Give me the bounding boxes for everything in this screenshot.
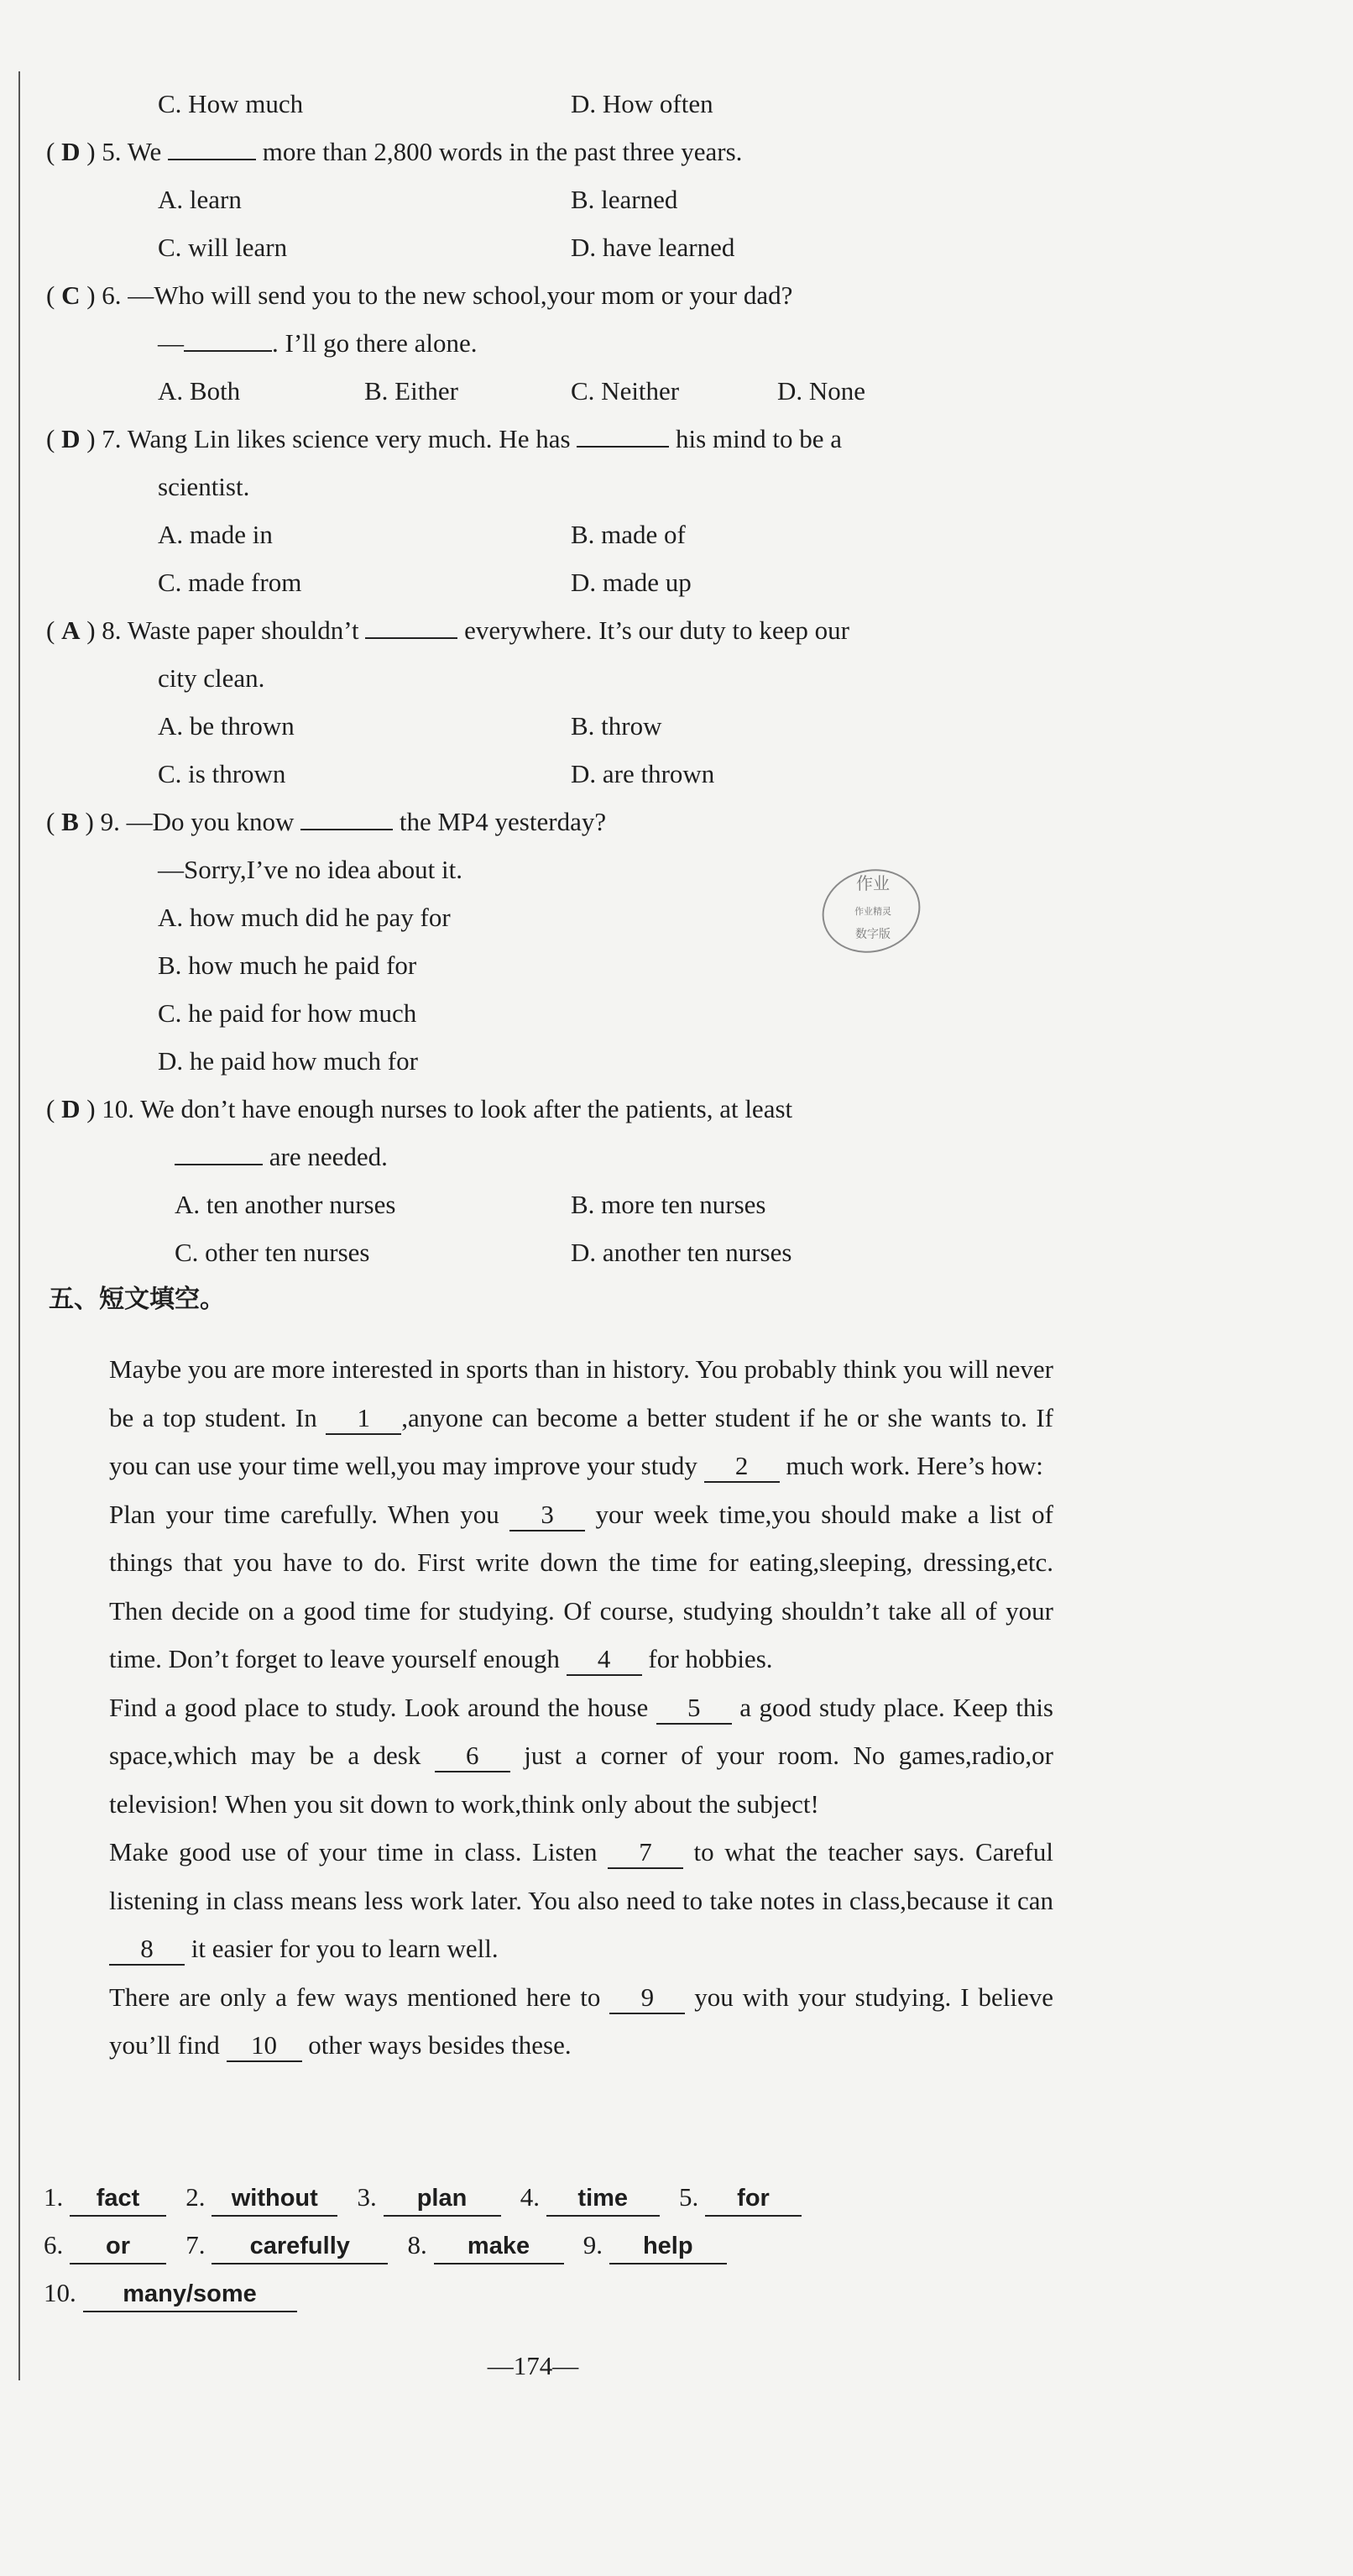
option: A. be thrown	[158, 711, 295, 741]
answer-letter: D	[61, 137, 81, 166]
option: D. have learned	[571, 233, 735, 262]
cloze-blank-2: 2	[704, 1451, 780, 1483]
cloze-blank-10: 10	[227, 2030, 302, 2062]
option: D. None	[777, 376, 866, 406]
answer-blank	[300, 829, 393, 830]
answer-blank	[175, 1164, 263, 1165]
question-6: ( C ) 6. —Who will send you to the new school,your mom or your dad?	[46, 280, 793, 310]
option: D. he paid how much for	[158, 1046, 418, 1076]
cloze-blank-7: 7	[608, 1837, 683, 1869]
answer-row-1: 1. fact 2. without 3. plan 4. time 5. for	[44, 2181, 802, 2217]
option: D. made up	[571, 568, 692, 597]
answer-blank	[365, 637, 457, 639]
question-6-reply: — . I’ll go there alone.	[158, 328, 478, 358]
cloze-blank-5: 5	[656, 1693, 732, 1725]
answer-letter: C	[61, 280, 81, 310]
cloze-blank-1: 1	[326, 1403, 401, 1435]
question-5: ( D ) 5. We more than 2,800 words in the past three years.	[46, 137, 743, 166]
answer-blank	[577, 446, 669, 448]
answer-5: for	[705, 2181, 802, 2217]
option: C. made from	[158, 568, 302, 597]
question-9: ( B ) 9. —Do you know the MP4 yesterday?	[46, 807, 607, 836]
answer-row-2: 6. or 7. carefully 8. make 9. help	[44, 2228, 727, 2264]
option: C. other ten nurses	[175, 1238, 370, 1267]
question-10-cont: are needed.	[175, 1140, 388, 1174]
cloze-blank-4: 4	[567, 1644, 642, 1676]
cloze-blank-6: 6	[435, 1741, 510, 1772]
homework-stamp	[812, 861, 930, 961]
cloze-passage	[46, 1345, 1053, 2070]
option: A. Both	[158, 376, 241, 406]
answer-1: fact	[70, 2181, 166, 2217]
paragraph-1: Maybe you are more interested in sports than in history. You probably think you will never be a top student. In 1 ,anyone can become a better student if he or she wants to. If you can use your time well,you may improve your study 2 much work. Here’s how:	[46, 1345, 1053, 1490]
margin-line	[18, 71, 20, 2380]
cloze-blank-9: 9	[609, 1982, 685, 2014]
option: C. will learn	[158, 233, 288, 262]
option: D. another ten nurses	[571, 1238, 792, 1267]
question-9-reply: —Sorry,I’ve no idea about it.	[158, 855, 463, 884]
option: B. throw	[571, 711, 662, 741]
option: A. made in	[158, 520, 273, 549]
option: A. how much did he pay for	[158, 903, 451, 932]
paragraph-5: There are only a few ways mentioned here to 9 you with your studying. I believe you’ll find 10 other ways besides these.	[46, 1973, 1053, 2070]
question-7-cont: scientist.	[158, 472, 250, 501]
question-7: ( D ) 7. Wang Lin likes science very much. He has his mind to be a	[46, 424, 843, 453]
answer-7: carefully	[212, 2229, 388, 2264]
answer-letter: D	[61, 1094, 81, 1123]
answer-6: or	[70, 2229, 166, 2264]
question-8-cont: city clean.	[158, 663, 265, 693]
paragraph-3: Find a good place to study. Look around the house 5 a good study place. Keep this space,which may be a desk 6 just a corner of your room. No games,radio,or television! When you sit down to work,think only about the subject!	[109, 1692, 1054, 1819]
option: C. Neither	[571, 376, 680, 406]
answer-10: many/some	[83, 2277, 297, 2312]
answer-blank	[184, 350, 272, 352]
answer-3: plan	[384, 2181, 501, 2217]
option: B. made of	[571, 520, 686, 549]
answer-4: time	[546, 2181, 660, 2217]
option: A. learn	[158, 185, 242, 214]
answer-blank	[168, 159, 256, 160]
section-heading: 五、短文填空。	[49, 1285, 225, 1314]
page-number: —174—	[487, 2351, 579, 2380]
paragraph-4: Make good use of your time in class. Listen 7 to what the teacher says. Careful listening in class means less work later. You also need to take notes in class,because it can 8 it easier for you to learn well.	[46, 1828, 1053, 1973]
cloze-blank-8: 8	[109, 1934, 185, 1966]
option: B. Either	[364, 376, 458, 406]
q4-option-d: D. How often	[571, 89, 713, 118]
answer-letter: A	[61, 615, 81, 645]
option: B. how much he paid for	[158, 950, 417, 980]
paragraph-2: Plan your time carefully. When you 3 your week time,you should make a list of things that you have to do. First write down the time for eating,sleeping, dressing,etc. Then decide on a good time for studying. Of course, studying shouldn’t take all of your time. Don’t forget to leave yourself enough 4 for hobbies.	[46, 1490, 1053, 1683]
question-8: ( A ) 8. Waste paper shouldn’t everywhere. It’s our duty to keep our	[46, 615, 849, 645]
answer-2: without	[212, 2181, 337, 2217]
question-10: ( D ) 10. We don’t have enough nurses to look after the patients, at least	[46, 1094, 793, 1123]
answer-9: help	[609, 2229, 727, 2264]
option: D. are thrown	[571, 759, 715, 788]
option: B. learned	[571, 185, 678, 214]
option: C. he paid for how much	[158, 998, 417, 1028]
q4-option-c: C. How much	[158, 89, 304, 118]
option: A. ten another nurses	[175, 1190, 396, 1219]
answer-letter: B	[61, 807, 79, 836]
cloze-blank-3: 3	[509, 1500, 585, 1531]
option: B. more ten nurses	[571, 1190, 766, 1219]
stamp-line2: 作业精灵	[854, 906, 891, 917]
stamp-line1: 作业	[856, 873, 890, 893]
option: C. is thrown	[158, 759, 286, 788]
stamp-line3: 数字版	[855, 928, 891, 941]
answer-letter: D	[61, 424, 81, 453]
answer-8: make	[434, 2229, 564, 2264]
answer-row-3: 10. many/some	[44, 2276, 297, 2312]
